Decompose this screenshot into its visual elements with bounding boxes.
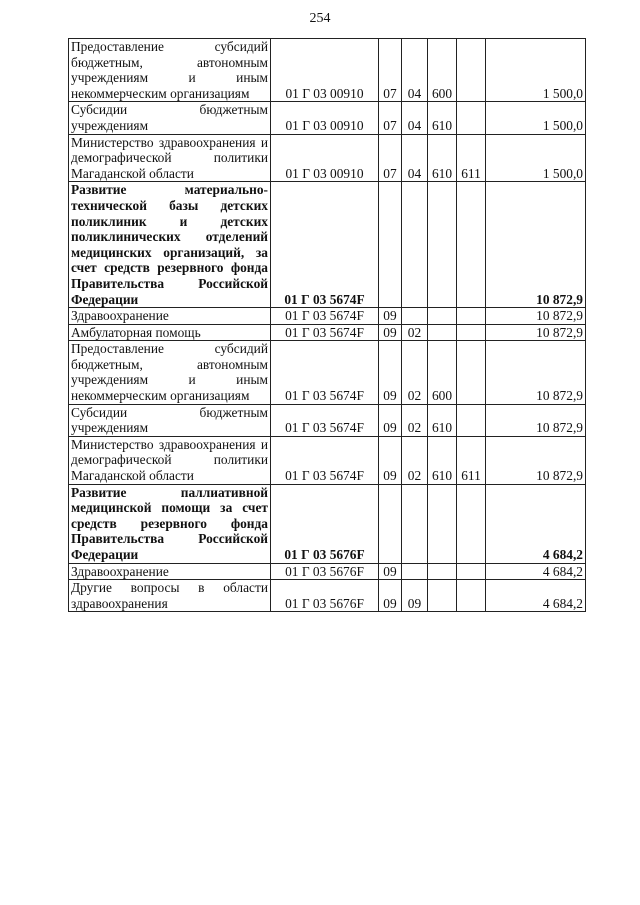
row-name-text: Субсидии бюджетным учреждениям	[71, 404, 268, 436]
budget-table	[68, 38, 586, 612]
row-subsection	[402, 484, 428, 563]
row-subsection	[402, 182, 428, 308]
row-expense-subtype	[457, 39, 486, 102]
row-amount: 10 872,9	[486, 324, 586, 341]
row-expense-type: 610	[428, 134, 457, 182]
row-section: 09	[379, 341, 402, 404]
row-section: 07	[379, 134, 402, 182]
row-code: 01 Г 03 5676F	[271, 563, 379, 580]
row-subsection: 02	[402, 341, 428, 404]
row-code: 01 Г 03 5676F	[271, 580, 379, 612]
table-row	[69, 404, 586, 436]
row-subsection: 04	[402, 39, 428, 102]
row-expense-type	[428, 563, 457, 580]
table-row	[69, 134, 586, 182]
row-expense-type	[428, 484, 457, 563]
row-subsection: 02	[402, 436, 428, 484]
row-subsection: 02	[402, 404, 428, 436]
row-amount: 10 872,9	[486, 436, 586, 484]
row-expense-subtype	[457, 404, 486, 436]
row-name	[69, 324, 271, 341]
row-section: 09	[379, 404, 402, 436]
row-name-text: Предоставление субсидий бюджетным, автономным учреждениям и иным некоммерческим организациям	[71, 39, 268, 101]
row-section: 09	[379, 563, 402, 580]
row-name	[69, 182, 271, 308]
row-name	[69, 436, 271, 484]
row-name-text: Министерство здравоохранения и демографической политики Магаданской области	[71, 134, 268, 181]
row-code: 01 Г 03 5674F	[271, 182, 379, 308]
table-row	[69, 308, 586, 325]
row-amount: 1 500,0	[486, 102, 586, 134]
row-expense-type	[428, 182, 457, 308]
row-subsection	[402, 308, 428, 325]
table-row	[69, 580, 586, 612]
table-row	[69, 102, 586, 134]
row-expense-type	[428, 580, 457, 612]
row-section: 09	[379, 308, 402, 325]
table-row	[69, 324, 586, 341]
row-name-text: Другие вопросы в области здравоохранения	[71, 580, 268, 611]
row-code: 01 Г 03 5674F	[271, 436, 379, 484]
row-name-text: Министерство здравоохранения и демографической политики Магаданской области	[71, 436, 268, 484]
table-row	[69, 563, 586, 580]
row-name-text: Субсидии бюджетным учреждениям	[71, 102, 268, 133]
row-name	[69, 39, 271, 102]
row-code: 01 Г 03 5674F	[271, 404, 379, 436]
row-amount: 10 872,9	[486, 404, 586, 436]
row-expense-subtype: 611	[457, 134, 486, 182]
row-expense-subtype	[457, 102, 486, 134]
row-section: 09	[379, 580, 402, 612]
row-expense-subtype	[457, 308, 486, 325]
row-amount: 10 872,9	[486, 182, 586, 308]
table-row	[69, 341, 586, 404]
table-row	[69, 436, 586, 484]
row-expense-subtype	[457, 324, 486, 341]
row-expense-type: 600	[428, 39, 457, 102]
row-amount: 1 500,0	[486, 39, 586, 102]
row-amount: 10 872,9	[486, 341, 586, 404]
row-amount: 4 684,2	[486, 580, 586, 612]
table-row	[69, 182, 586, 308]
row-subsection: 02	[402, 324, 428, 341]
row-section: 09	[379, 436, 402, 484]
row-name	[69, 134, 271, 182]
row-amount: 1 500,0	[486, 134, 586, 182]
row-section: 07	[379, 39, 402, 102]
row-amount: 10 872,9	[486, 308, 586, 325]
row-expense-subtype	[457, 341, 486, 404]
row-code: 01 Г 03 5674F	[271, 308, 379, 325]
row-expense-type: 610	[428, 102, 457, 134]
row-name-text: Развитие паллиативной медицинской помощи за счет средств резервного фонда Правительства Российской Федерации	[71, 484, 268, 562]
row-name	[69, 580, 271, 612]
row-subsection: 04	[402, 102, 428, 134]
row-name-text: Развитие материально-технической базы детских поликлиник и детских поликлинических отделений медицинских организаций, за счет средств резервного фонда Правительства Российской Федерации	[71, 182, 268, 307]
row-expense-type: 610	[428, 436, 457, 484]
row-name	[69, 484, 271, 563]
row-section	[379, 484, 402, 563]
row-name-text: Здравоохранение	[71, 308, 169, 324]
row-expense-type	[428, 308, 457, 325]
row-name	[69, 563, 271, 580]
row-code: 01 Г 03 00910	[271, 134, 379, 182]
row-name	[69, 102, 271, 134]
row-section	[379, 182, 402, 308]
budget-table-body	[69, 39, 586, 612]
row-amount: 4 684,2	[486, 484, 586, 563]
row-code: 01 Г 03 00910	[271, 102, 379, 134]
row-expense-subtype	[457, 484, 486, 563]
row-expense-subtype	[457, 563, 486, 580]
row-expense-subtype: 611	[457, 436, 486, 484]
row-code: 01 Г 03 5674F	[271, 341, 379, 404]
row-amount: 4 684,2	[486, 563, 586, 580]
page-number: 254	[309, 11, 331, 26]
row-section: 09	[379, 324, 402, 341]
row-code: 01 Г 03 5674F	[271, 324, 379, 341]
table-row	[69, 484, 586, 563]
row-subsection: 09	[402, 580, 428, 612]
row-code: 01 Г 03 00910	[271, 39, 379, 102]
row-expense-type	[428, 324, 457, 341]
row-expense-subtype	[457, 182, 486, 308]
table-row	[69, 39, 586, 102]
row-name-text: Предоставление субсидий бюджетным, автономным учреждениям и иным некоммерческим организациям	[71, 341, 268, 404]
row-section: 07	[379, 102, 402, 134]
row-name	[69, 404, 271, 436]
row-name	[69, 341, 271, 404]
row-name-text: Здравоохранение	[71, 563, 169, 579]
row-expense-type: 600	[428, 341, 457, 404]
row-code: 01 Г 03 5676F	[271, 484, 379, 563]
row-name	[69, 308, 271, 325]
row-expense-subtype	[457, 580, 486, 612]
row-subsection: 04	[402, 134, 428, 182]
row-subsection	[402, 563, 428, 580]
row-expense-type: 610	[428, 404, 457, 436]
row-name-text: Амбулаторная помощь	[71, 324, 201, 340]
